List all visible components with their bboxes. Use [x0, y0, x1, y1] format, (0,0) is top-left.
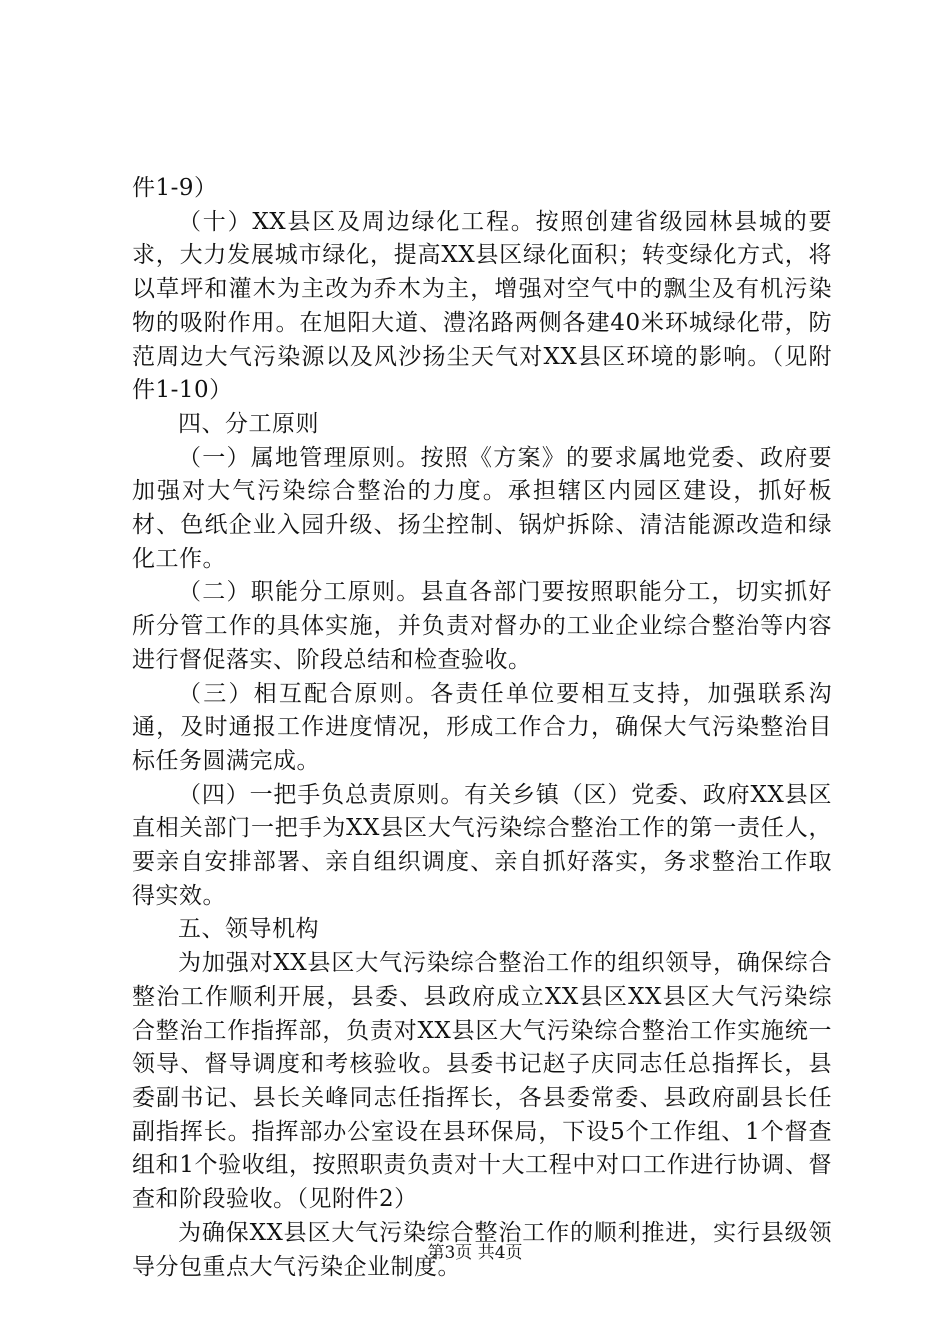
- section-heading-leadership: 五、领导机构: [178, 916, 319, 943]
- paragraph-leader-assignment: 为确保XX县区大气污染综合整治工作的顺利推进，实行县级领导分包重点大气污染企业制度。: [132, 1219, 832, 1280]
- page-number-footer: 第3页 共4页: [427, 1243, 523, 1263]
- paragraph-greening-project: （十）XX县区及周边绿化工程。按照创建省级园林县城的要求，大力发展城市绿化，提高XX县区绿化面积；转变绿化方式，将以草坪和灌木为主改为乔木为主，增强对空气中的飘尘及有机污染物的吸附作用。在旭阳大道、澧洺路两侧各建40米环城绿化带，防范周边大气污染源以及风沙扬尘天气对XX县区环境的影响。（见附件1-10）: [132, 208, 832, 404]
- paragraph-territorial-management: （一）属地管理原则。按照《方案》的要求属地党委、政府要加强对大气污染综合整治的力度。承担辖区内园区建设，抓好板材、色纸企业入园升级、扬尘控制、锅炉拆除、清洁能源改造和绿化工作。: [132, 444, 832, 572]
- paragraph-continuation: 件1-9）: [132, 175, 218, 201]
- paragraph-leader-responsibility: （四）一把手负总责原则。有关乡镇（区）党委、政府XX县区直相关部门一把手为XX县区大气污染综合整治工作的第一责任人，要亲自安排部署、亲自组织调度、亲自抓好落实，务求整治工作取得实效。: [132, 781, 832, 909]
- paragraph-mutual-cooperation: （三）相互配合原则。各责任单位要相互支持，加强联系沟通，及时通报工作进度情况，形成工作合力，确保大气污染整治目标任务圆满完成。: [132, 680, 832, 774]
- paragraph-command-center: 为加强对XX县区大气污染综合整治工作的组织领导，确保综合整治工作顺利开展，县委、县政府成立XX县区XX县区大气污染综合整治工作指挥部，负责对XX县区大气污染综合整治工作实施统一领导、督导调度和考核验收。县委书记赵子庆同志任总指挥长，县委副书记、县长关峰同志任指挥长，各县委常委、县政府副县长任副指挥长。指挥部办公室设在县环保局，下设5个工作组、1个督查组和1个验收组，按照职责负责对十大工程中对口工作进行协调、督查和阶段验收。（见附件2）: [132, 950, 832, 1213]
- paragraph-functional-division: （二）职能分工原则。县直各部门要按照职能分工，切实抓好所分管工作的具体实施，并负责对督办的工业企业综合整治等内容进行督促落实、阶段总结和检查验收。: [132, 579, 832, 673]
- section-heading-division-principles: 四、分工原则: [178, 410, 319, 437]
- document-body: [132, 172, 832, 1284]
